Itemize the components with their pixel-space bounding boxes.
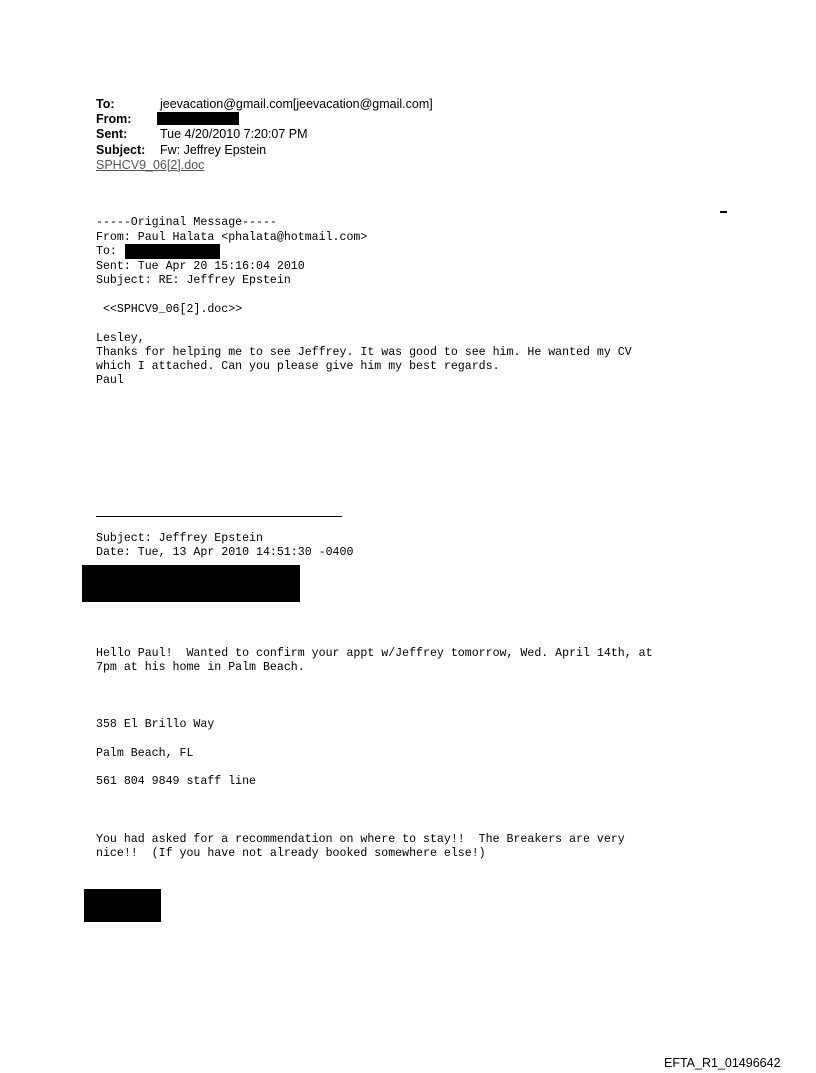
redaction-earlier-from (82, 565, 300, 602)
stray-mark (720, 211, 727, 213)
sent-value: Tue 4/20/2010 7:20:07 PM (160, 127, 308, 141)
original-body-line-1: Thanks for helping me to see Jeffrey. It was good to see him. He wanted my CV (96, 346, 632, 359)
earlier-body-line-1: Hello Paul! Wanted to confirm your appt w/Jeffrey tomorrow, Wed. April 14th, at (96, 647, 653, 660)
original-to: To: (96, 245, 117, 258)
redaction-original-to (125, 244, 220, 259)
earlier-body-line-2: 7pm at his home in Palm Beach. (96, 661, 305, 674)
original-attachment: <<SPHCV9_06[2].doc>> (96, 303, 243, 316)
subject-value: Fw: Jeffrey Epstein (160, 143, 267, 157)
original-from: From: Paul Halata <phalata@hotmail.com> (96, 231, 368, 244)
subject-label: Subject: (96, 143, 146, 157)
to-label: To: (96, 97, 115, 111)
recommendation-line-2: nice!! (If you have not already booked somewhere else!) (96, 847, 486, 860)
original-signoff: Paul (96, 374, 124, 387)
recommendation-line-1: You had asked for a recommendation on where to stay!! The Breakers are very (96, 833, 625, 846)
original-body-line-2: which I attached. Can you please give him my best regards. (96, 360, 500, 373)
original-greeting: Lesley, (96, 332, 145, 345)
sent-label: Sent: (96, 127, 128, 141)
message-divider (96, 516, 342, 517)
original-sent: Sent: Tue Apr 20 15:16:04 2010 (96, 260, 305, 273)
earlier-subject: Subject: Jeffrey Epstein (96, 532, 263, 545)
bates-number: EFTA_R1_01496642 (664, 1056, 781, 1070)
original-subject: Subject: RE: Jeffrey Epstein (96, 274, 291, 287)
address-line-2: Palm Beach, FL (96, 747, 194, 760)
redaction-from (157, 112, 239, 125)
address-line-1: 358 El Brillo Way (96, 718, 215, 731)
original-separator: -----Original Message----- (96, 216, 277, 229)
phone-line: 561 804 9849 staff line (96, 775, 257, 788)
attachment-link[interactable]: SPHCV9_06[2].doc (96, 158, 205, 172)
earlier-date: Date: Tue, 13 Apr 2010 14:51:30 -0400 (96, 546, 354, 559)
to-value: jeevacation@gmail.com[jeevacation@gmail.com] (160, 97, 433, 111)
redaction-signature (84, 889, 161, 922)
from-label: From: (96, 112, 132, 126)
